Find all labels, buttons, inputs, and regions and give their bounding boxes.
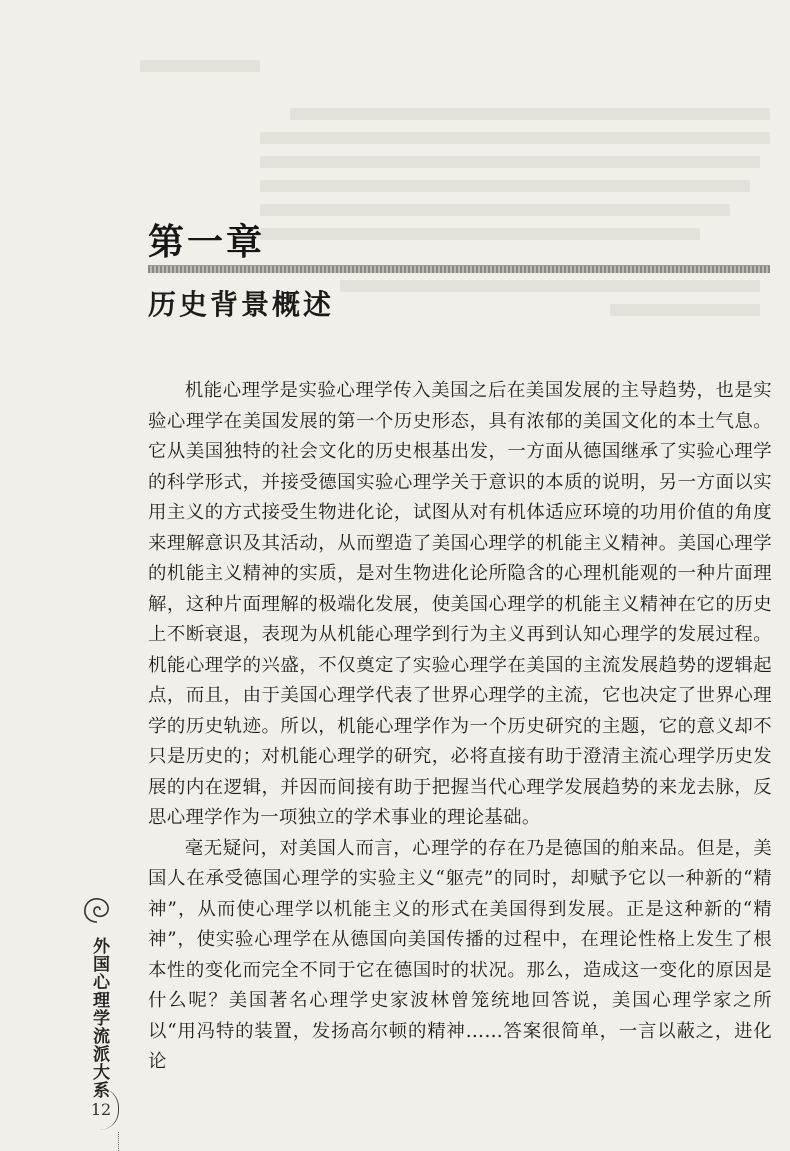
- body-text: [148, 376, 772, 1078]
- swirl-logo-icon: [82, 895, 112, 925]
- chapter-title: 第一章: [148, 222, 266, 263]
- paragraph: 机能心理学是实验心理学传入美国之后在美国发展的主导趋势，也是实验心理学在美国发展的第一个历史形态，具有浓郁的美国文化的本土气息。它从美国独特的社会文化的历史根基出发，一方面从德国继承了实验心理学的科学形式，并接受德国实验心理学关于意识的本质的说明，另一方面以实用主义的方式接受生物进化论，试图从对有机体适应环境的功用价值的角度来理解意识及其活动，从而塑造了美国心理学的机能主义精神。美国心理学的机能主义精神的实质，是对生物进化论所隐含的心理机能观的一种片面理解，这种片面理解的极端化发展，使美国心理学的机能主义精神在它的历史上不断衰退，表现为从机能心理学到行为主义再到认知心理学的发展过程。机能心理学的兴盛，不仅奠定了实验心理学在美国的主流发展趋势的逻辑起点，而且，由于美国心理学代表了世界心理学的主流，它也决定了世界心理学的历史轨迹。所以，机能心理学作为一个历史研究的主题，它的意义却不只是历史的；对机能心理学的研究，必将直接有助于澄清主流心理学历史发展的内在逻辑，并因而间接有助于把握当代心理学发展趋势的来龙去脉，反思心理学作为一项独立的学术事业的理论基础。: [148, 380, 772, 828]
- series-title: 外国心理学流派大系: [89, 937, 109, 1099]
- paragraph: 毫无疑问，对美国人而言，心理学的存在乃是德国的舶来品。但是，美国人在承受德国心理学的实验主义“躯壳”的同时，却赋予它以一种新的“精神”，从而使心理学以机能主义的形式在美国得到发展。正是这种新的“精神”，使实验心理学在从德国向美国传播的过程中，在理论性格上发生了根本性的变化而完全不同于它在德国时的状况。那么，造成这一变化的原因是什么呢？美国著名心理学史家波林曾笼统地回答说，美国心理学家之所以“用冯特的装置，发扬高尔顿的精神……答案很简单，一言以蔽之，进化论: [148, 837, 772, 1072]
- page-number: 12: [90, 1100, 112, 1119]
- chapter-divider: [148, 265, 770, 273]
- margin-dotted-line: [118, 1132, 119, 1151]
- chapter-subtitle: 历史背景概述: [148, 288, 335, 321]
